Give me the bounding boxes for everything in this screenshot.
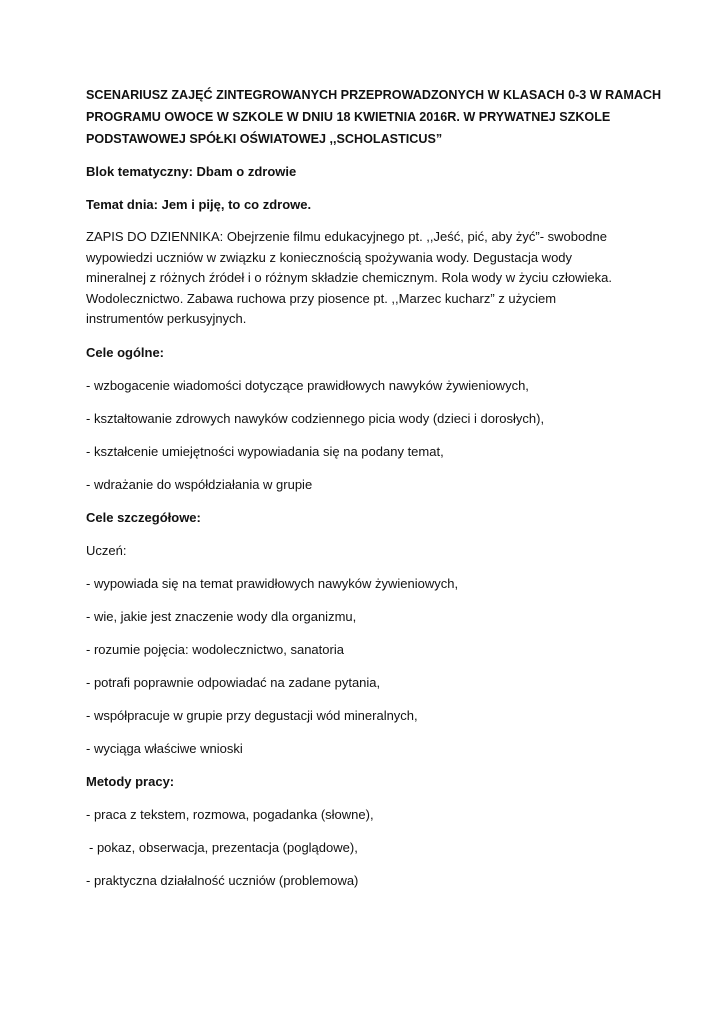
list-item: - praca z tekstem, rozmowa, pogadanka (słowne), — [86, 806, 374, 822]
list-item: - rozumie pojęcia: wodolecznictwo, sanatoria — [86, 641, 344, 657]
paragraph-line: instrumentów perkusyjnych. — [86, 311, 247, 326]
paragraph-line: mineralnej z różnych źródeł i o różnym składzie chemicznym. Rola wody w życiu człowieka. — [86, 270, 612, 285]
list-item: - potrafi poprawnie odpowiadać na zadane pytania, — [86, 674, 381, 690]
paragraph-line: wypowiedzi uczniów w związku z koniecznością spożywania wody. Degustacja wody — [86, 249, 573, 265]
cele-szczegolowe-heading: Cele szczegółowe: — [86, 509, 201, 525]
title-line: PROGRAMU OWOCE W SZKOLE W DNIU 18 KWIETNIA 2016R. W PRYWATNEJ SZKOLE — [86, 110, 611, 124]
paragraph-line: Wodolecznictwo. Zabawa ruchowa przy piosence pt. ,,Marzec kucharz” z użyciem — [86, 290, 557, 306]
document-page — [86, 84, 662, 903]
list-item: - wdrażanie do współdziałania w grupie — [86, 476, 313, 492]
list-item: - kształcenie umiejętności wypowiadania się na podany temat, — [86, 443, 444, 459]
zapis-do-dziennika — [86, 227, 646, 330]
list-item: - współpracuje w grupie przy degustacji wód mineralnych, — [86, 707, 418, 723]
metody-pracy-heading: Metody pracy: — [86, 773, 175, 789]
temat-dnia: Temat dnia: Jem i piję, to co zdrowe. — [86, 197, 312, 212]
paragraph-line: ZAPIS DO DZIENNIKA: Obejrzenie filmu edukacyjnego pt. ,,Jeść, pić, aby żyć”- swobodne — [86, 229, 607, 244]
list-item: - kształtowanie zdrowych nawyków codziennego picia wody (dzieci i dorosłych), — [86, 410, 545, 426]
title-line: SCENARIUSZ ZAJĘĆ ZINTEGROWANYCH PRZEPROWADZONYCH W KLASACH 0-3 W RAMACH — [86, 88, 662, 102]
blok-tematyczny: Blok tematyczny: Dbam o zdrowie — [86, 164, 297, 179]
title-line: PODSTAWOWEJ SPÓŁKI OŚWIATOWEJ ,,SCHOLASTICUS” — [86, 132, 443, 146]
list-item: - wzbogacenie wiadomości dotyczące prawidłowych nawyków żywieniowych, — [86, 377, 529, 393]
document-title — [86, 84, 662, 150]
list-item: - wie, jakie jest znaczenie wody dla organizmu, — [86, 608, 357, 624]
list-item: - pokaz, obserwacja, prezentacja (poglądowe), — [89, 839, 358, 855]
cele-ogolne-heading: Cele ogólne: — [86, 344, 165, 360]
list-item: - praktyczna działalność uczniów (problemowa) — [86, 872, 359, 888]
list-item: - wyciąga właściwe wnioski — [86, 740, 243, 756]
cele-szczegolowe-intro: Uczeń: — [86, 542, 127, 558]
list-item: - wypowiada się na temat prawidłowych nawyków żywieniowych, — [86, 575, 459, 591]
